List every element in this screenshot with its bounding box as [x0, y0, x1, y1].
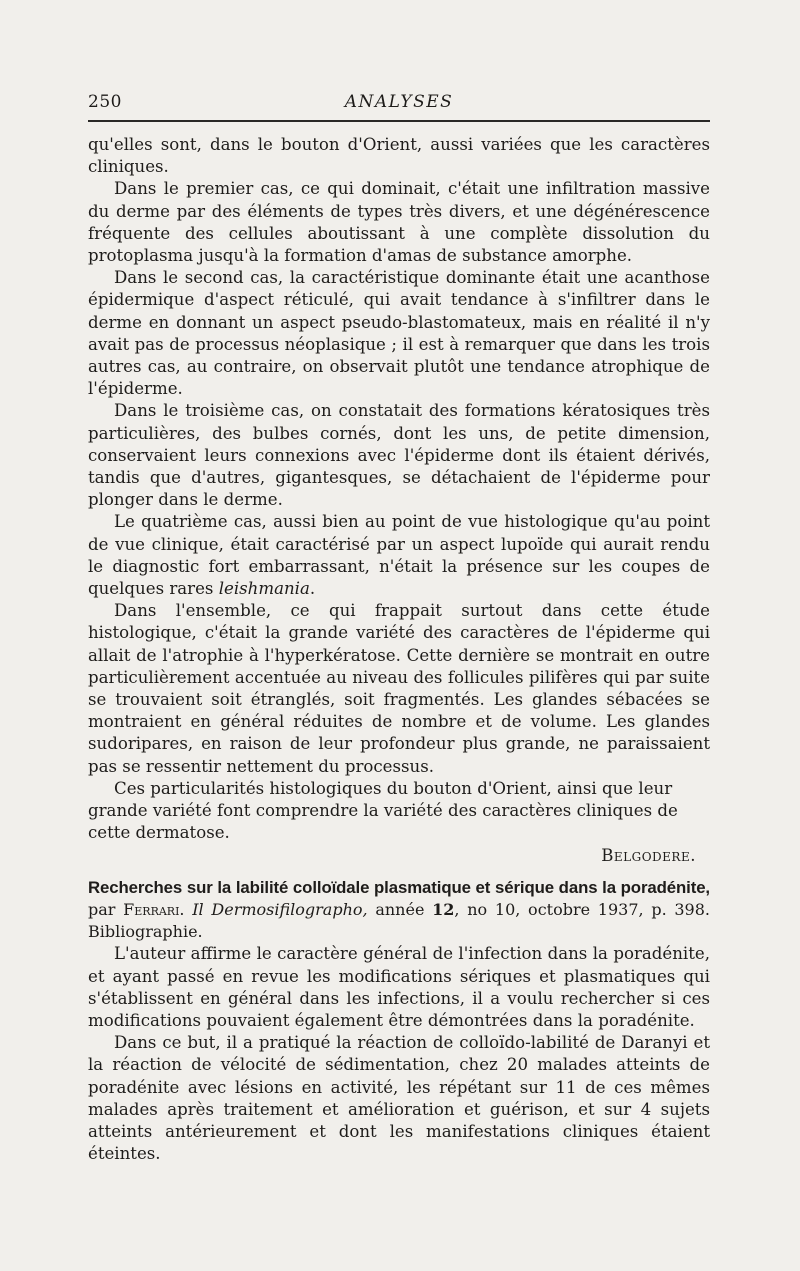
- paragraph-text: .: [309, 579, 316, 599]
- paragraph: Dans l'ensemble, ce qui frappait surtout dans cette étude histologique, c'était la grande variété des caractères de l'épiderme qui allait de l'atrophie à l'hyperkératose. Cette dernière se montrait en outre particulièrement accentuée au niveau des follicules pilifères qui par suite se trouvaient soit étranglés, soit fragmentés. Les glandes sébacées se montraient en général réduites de nombre et de volume. Les glandes sudoripares, en raison de leur profondeur plus grande, ne paraissaient pas se ressentir nettement du processus.: [88, 601, 710, 776]
- author-signature: Belgodere.: [601, 845, 696, 865]
- paragraph: Dans le second cas, la caractéristique dominante était une acanthose épidermique d'aspect réticulé, qui avait tendance à s'infiltrer dans le derme en donnant un aspect pseudo-blastomateux, mais en réalité il n'y avait pas de processus néoplasique ; il est à remarquer que dans les trois autres cas, au contraire, on observait plutôt une tendance atrophique de l'épiderme.: [88, 268, 710, 399]
- signature-line: [88, 845, 710, 867]
- article-author: Ferrari.: [123, 899, 185, 919]
- paragraph: Dans le troisième cas, on constatait des formations kératosiques très particulières, des bulbes cornés, dont les uns, de petite dimension, conservaient leurs connexions avec l'épiderme dont ils étaient dérivés, tandis que d'autres, gigantesques, se détachaient de l'épiderme pour plonger dans le derme.: [88, 401, 710, 510]
- article-year-prefix: année: [367, 899, 433, 919]
- paragraph: L'auteur affirme le caractère général de l'infection dans la poradénite, et ayant passé en revue les modifications sériques et plasmatiques qui s'établissent en général dans les infections, il a voulu rechercher si ces modifications pouvaient également être démontrées dans la poradénite.: [88, 944, 710, 1030]
- paragraph-text: Le quatrième cas, aussi bien au point de vue histologique qu'au point de vue clinique, était caractérisé par un aspect lupoïde qui aurait rendu le diagnostic fort embarrassant, n'était la présence sur les coupes de quelques rares: [88, 512, 710, 599]
- italic-term: leishmania: [218, 579, 310, 599]
- paragraph: [88, 778, 710, 845]
- running-head: ANALYSES: [344, 92, 454, 112]
- paragraph-text: Ces particularités histologiques du bouton d'Orient, ainsi que leur grande variété font comprendre la variété des caractères cliniques de cette dermatose.: [88, 778, 678, 843]
- header-rule: [88, 120, 710, 122]
- article-title: Recherches sur la labilité colloïdale plasmatique et sérique dans la poradénite,: [88, 877, 710, 897]
- article-heading: [88, 877, 710, 944]
- page: [88, 92, 710, 1165]
- page-number: 250: [88, 92, 122, 112]
- paragraph: Dans ce but, il a pratiqué la réaction de colloïdo-labilité de Daranyi et la réaction de vélocité de sédimentation, chez 20 malades atteints de poradénite avec lésions en activité, les répétant sur 11 de ces mêmes malades après traitement et amélioration et guérison, et sur 4 sujets atteints antérieurement et dont les manifestations cliniques étaient éteintes.: [88, 1033, 710, 1164]
- paragraph: Dans le premier cas, ce qui dominait, c'était une infiltration massive du derme par des éléments de types très divers, et une dégénérescence fréquente des cellules aboutissant à une complète dissolution du protoplasma jusqu'à la formation d'amas de substance amorphe.: [88, 179, 710, 266]
- body-text: [88, 134, 710, 1165]
- paragraph-continued: qu'elles sont, dans le bouton d'Orient, aussi variées que les caractères cliniques.: [88, 135, 710, 177]
- article-volume: 12: [432, 899, 455, 919]
- page-header: [88, 92, 710, 118]
- paragraph: [88, 511, 710, 600]
- article-details: , no 10, octobre 1937, p. 398. Bibliographie.: [88, 899, 711, 942]
- article-by: par: [88, 899, 124, 919]
- article-journal: Il Dermosifilographo,: [184, 899, 368, 919]
